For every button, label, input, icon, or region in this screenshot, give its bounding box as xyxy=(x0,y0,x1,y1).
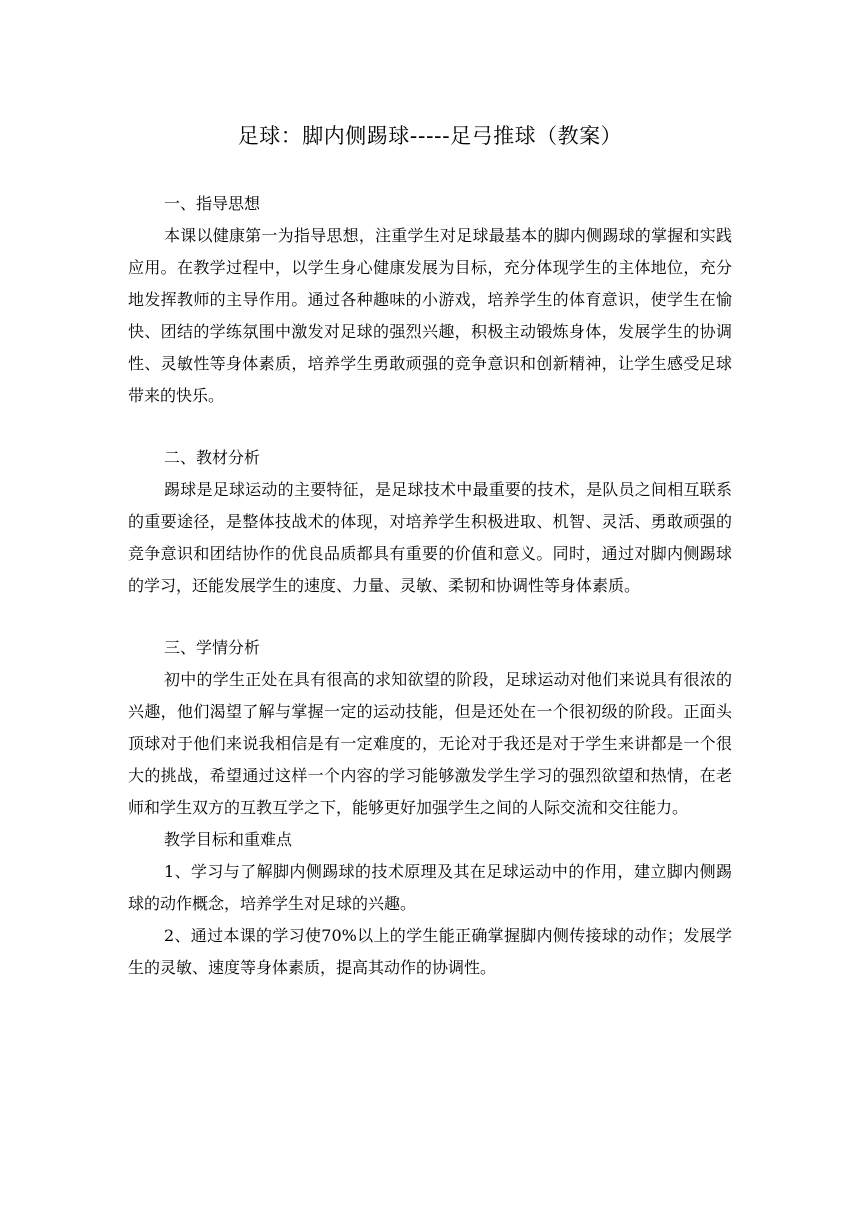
goal-item: 1、学习与了解脚内侧踢球的技术原理及其在足球运动中的作用，建立脚内侧踢球的动作概念，培养学生对足球的兴趣。 xyxy=(128,862,732,913)
section-material-analysis xyxy=(128,442,732,602)
goal-item: 2、通过本课的学习使70%以上的学生能正确掌握脚内侧传接球的动作；发展学生的灵敏、速度等身体素质，提高其动作的协调性。 xyxy=(128,926,732,977)
paragraph: 踢球是足球运动的主要特征，是足球技术中最重要的技术，是队员之间相互联系的重要途径，是整体技战术的体现，对培养学生积极进取、机智、灵活、勇敢顽强的竞争意识和团结协作的优良品质都具有重要的价值和意义。同时，通过对脚内侧踢球的学习，还能发展学生的速度、力量、灵敏、柔韧和协调性等身体素质。 xyxy=(128,480,732,595)
document-title: 足球：脚内侧踢球-----足弓推球（教案） xyxy=(237,124,623,148)
section-heading: 三、学情分析 xyxy=(164,638,261,657)
section-spacer xyxy=(128,602,732,632)
section-heading: 二、教材分析 xyxy=(164,448,261,467)
subheading-teaching-goals: 教学目标和重难点 xyxy=(164,830,293,849)
paragraph: 本课以健康第一为指导思想，注重学生对足球最基本的脚内侧踢球的掌握和实践应用。在教学过程中，以学生身心健康发展为目标，充分体现学生的主体地位，充分地发挥教师的主导作用。通过各种趣味的小游戏，培养学生的体育意识，使学生在愉快、团结的学练氛围中激发对足球的强烈兴趣，积极主动锻炼身体，发展学生的协调性、灵敏性等身体素质，培养学生勇敢顽强的竞争意识和创新精神，让学生感受足球带来的快乐。 xyxy=(128,226,732,405)
document-body xyxy=(128,188,732,984)
section-heading: 一、指导思想 xyxy=(164,194,261,213)
section-guiding-ideology xyxy=(128,188,732,412)
section-learner-analysis xyxy=(128,632,732,984)
section-spacer xyxy=(128,412,732,442)
paragraph: 初中的学生正处在具有很高的求知欲望的阶段，足球运动对他们来说具有很浓的兴趣，他们渴望了解与掌握一定的运动技能，但是还处在一个很初级的阶段。正面头顶球对于他们来说我相信是有一定难度的，无论对于我还是对于学生来讲都是一个很大的挑战，希望通过这样一个内容的学习能够激发学生学习的强烈欲望和热情，在老师和学生双方的互教互学之下，能够更好加强学生之间的人际交流和交往能力。 xyxy=(128,670,732,817)
